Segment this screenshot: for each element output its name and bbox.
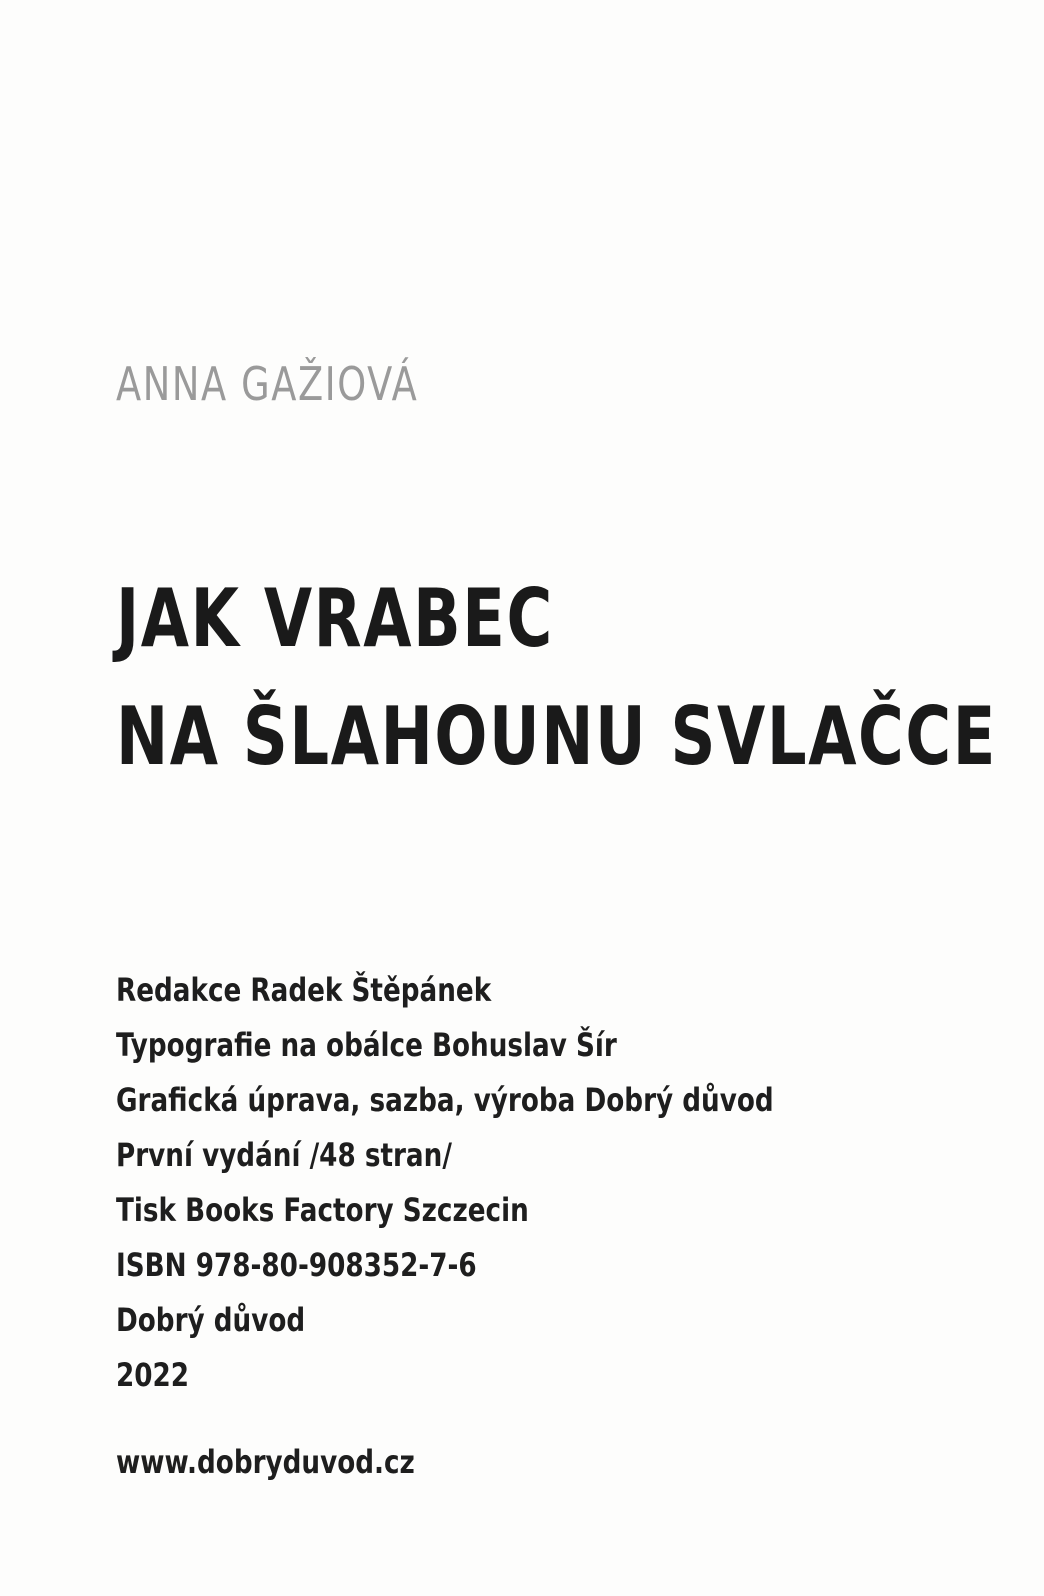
colophon-typography: Typografie na obálce Bohuslav Šír xyxy=(116,1026,617,1064)
colophon-publisher: Dobrý důvod xyxy=(116,1301,306,1339)
colophon-printer: Tisk Books Factory Szczecin xyxy=(116,1191,529,1229)
colophon-year: 2022 xyxy=(116,1356,190,1394)
colophon-isbn: ISBN 978-80-908352-7-6 xyxy=(116,1246,477,1284)
book-title xyxy=(116,560,997,796)
book-title-line-1: JAK VRABEC xyxy=(116,572,554,665)
publisher-website: www.dobryduvod.cz xyxy=(116,1443,415,1481)
author-name: ANNA GAŽIOVÁ xyxy=(116,357,419,411)
book-title-line-2: NA ŠLAHOUNU SVLAČCE xyxy=(116,690,997,783)
colophon xyxy=(116,963,774,1403)
colophon-design: Grafická úprava, sazba, výroba Dobrý důvod xyxy=(116,1081,774,1119)
colophon-editor: Redakce Radek Štěpánek xyxy=(116,971,492,1009)
colophon-edition: První vydání /48 stran/ xyxy=(116,1136,452,1174)
